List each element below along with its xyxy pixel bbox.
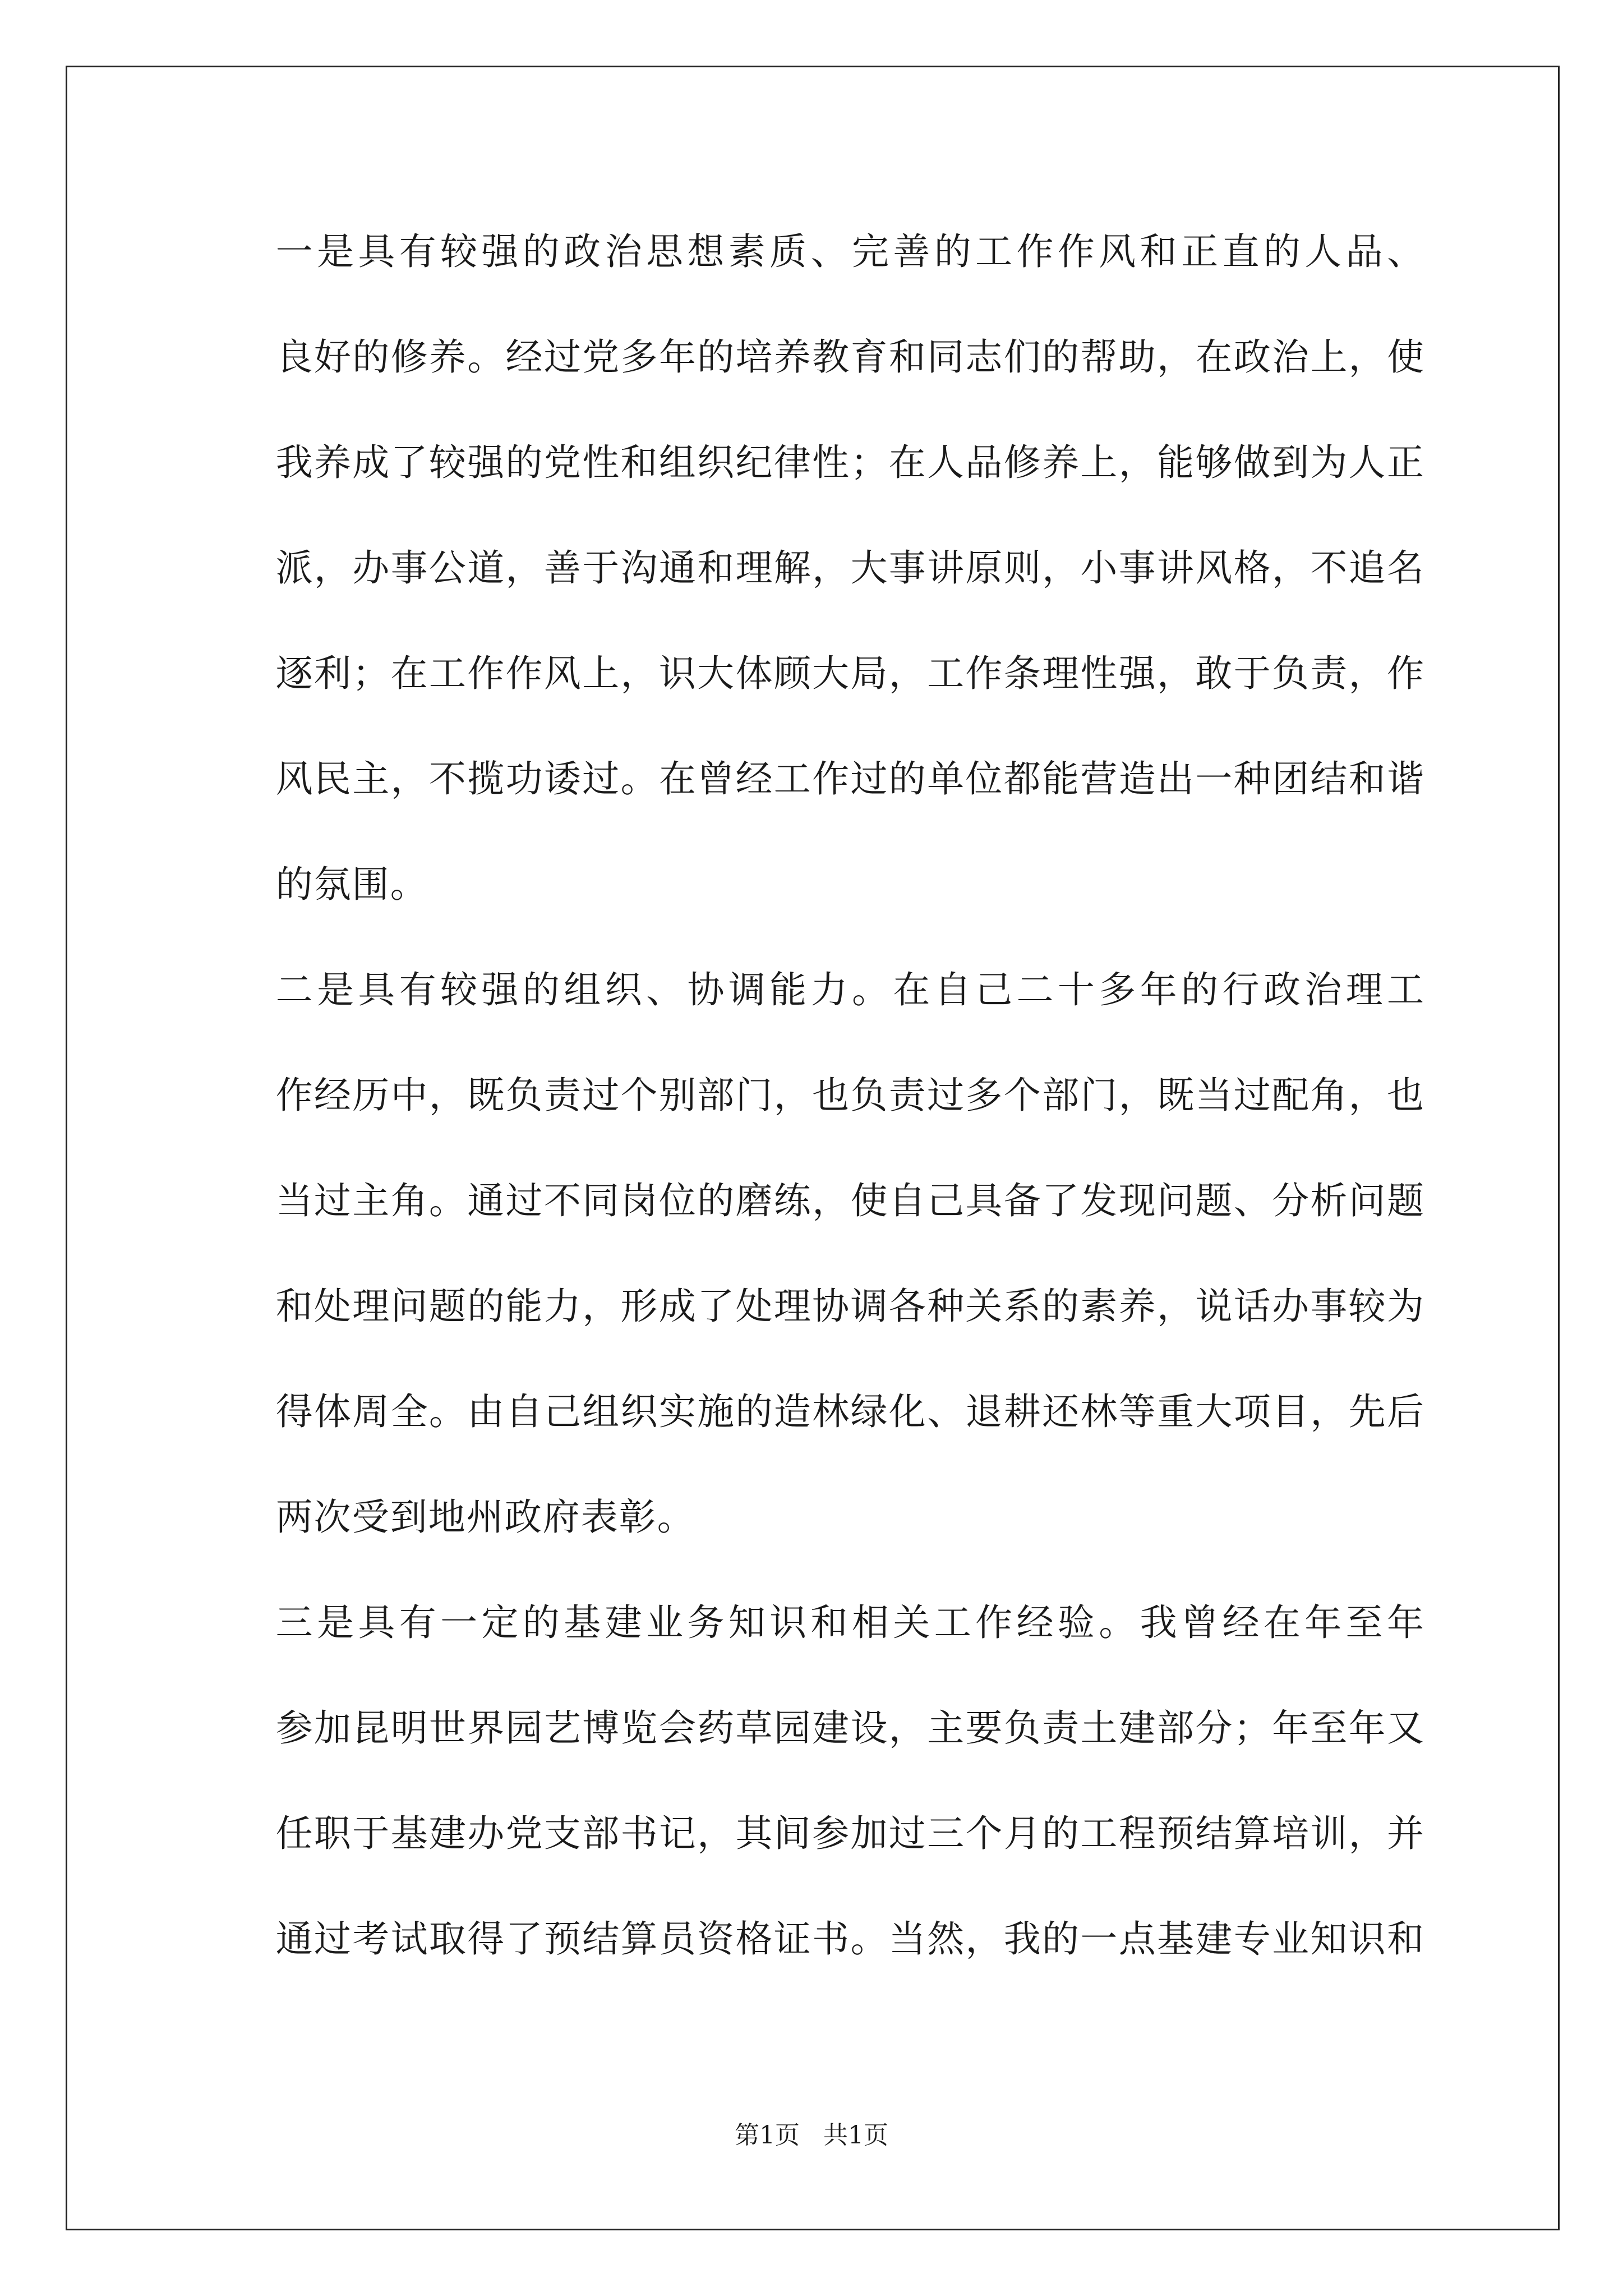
text-line: 我养成了较强的党性和组织纪律性；在人品修养上，能够做到为人正 <box>275 441 1425 484</box>
paragraph-2 <box>198 937 1425 1570</box>
text-line: 通过考试取得了预结算员资格证书。当然，我的一点基建专业知识和 <box>275 1917 1425 1961</box>
paragraph-1 <box>198 199 1425 937</box>
text-line: 和处理问题的能力，形成了处理协调各种关系的素养，说话办事较为 <box>275 1285 1425 1328</box>
text-line: 风民主，不揽功诿过。在曾经工作过的单位都能营造出一种团结和谐 <box>275 757 1425 800</box>
paragraph-3 <box>198 1570 1425 1992</box>
text-line: 二是具有较强的组织、协调能力。在自己二十多年的行政治理工 <box>275 968 1425 1011</box>
text-line: 作经历中，既负责过个别部门，也负责过多个部门，既当过配角，也 <box>275 1074 1425 1117</box>
document-body <box>198 199 1425 1992</box>
text-line: 得体周全。由自己组织实施的造林绿化、退耕还林等重大项目，先后 <box>275 1390 1425 1433</box>
text-line: 逐利；在工作作风上，识大体顾大局，工作条理性强，敢于负责，作 <box>275 652 1425 695</box>
text-line: 任职于基建办党支部书记，其间参加过三个月的工程预结算培训，并 <box>275 1812 1425 1855</box>
text-line: 三是具有一定的基建业务知识和相关工作经验。我曾经在年至年 <box>275 1601 1425 1644</box>
text-line: 当过主角。通过不同岗位的磨练，使自己具备了发现问题、分析问题 <box>275 1179 1425 1222</box>
text-line: 良好的修养。经过党多年的培养教育和同志们的帮助，在政治上，使 <box>275 335 1425 379</box>
text-line: 两次受到地州政府表彰。 <box>275 1496 695 1539</box>
text-line: 派，办事公道，善于沟通和理解，大事讲原则，小事讲风格，不追名 <box>275 546 1425 590</box>
page-footer: 第1页 共1页 <box>735 2121 888 2150</box>
text-line: 一是具有较强的政治思想素质、完善的工作作风和正直的人品、 <box>275 230 1425 273</box>
text-line: 的氛围。 <box>275 863 428 906</box>
text-line: 参加昆明世界园艺博览会药草园建设，主要负责土建部分；年至年又 <box>275 1706 1425 1750</box>
